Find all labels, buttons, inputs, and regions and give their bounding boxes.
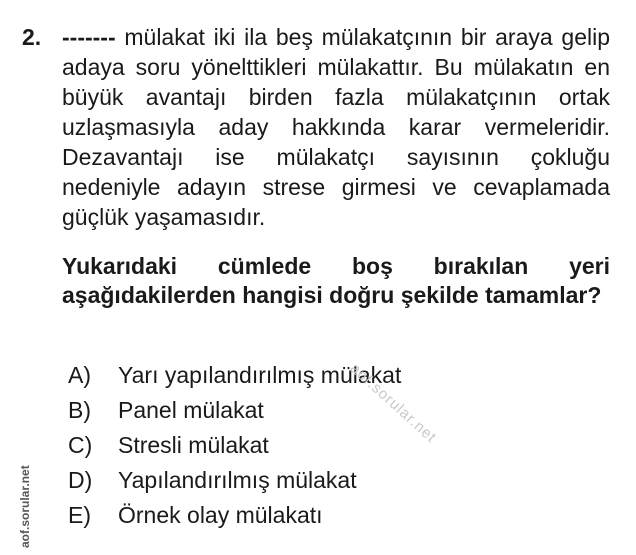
stem-line-2: gelip adaya soru yönelttikleri mülakattır. Bu	[62, 24, 611, 80]
option-text: Stresli mülakat	[118, 432, 269, 458]
prompt-line-1: Yukarıdaki cümlede boş bırakılan yeri	[62, 253, 610, 279]
question-number: 2.	[22, 24, 42, 50]
option-text: Panel mülakat	[118, 397, 264, 423]
option-letter: B)	[68, 397, 91, 423]
prompt-line-2: aşağıdakilerden hangisi doğru şekilde	[62, 282, 479, 308]
option-letter: E)	[68, 502, 91, 528]
option-letter: D)	[68, 467, 93, 493]
prompt-line-3: tamamlar?	[485, 282, 602, 308]
question-stem	[62, 22, 610, 232]
question-prompt	[62, 252, 610, 310]
stem-line-6: sayısının çokluğu nedeniyle adayın strese	[62, 144, 610, 200]
stem-line-7: girmesi ve cevaplamada güçlük yaşamasıdır.	[62, 174, 610, 230]
watermark-side: aof.sorular.net	[18, 465, 32, 548]
stem-line-1: mülakat iki ila beş mülakatçının bir araya	[124, 24, 553, 50]
option-letter: A)	[68, 362, 91, 388]
watermark-diagonal: aof.sorular.net	[346, 360, 440, 447]
answer-options	[68, 358, 401, 533]
stem-line-4: mülakatçının ortak uzlaşmasıyla aday hakkında	[62, 84, 611, 140]
option-e[interactable]	[68, 498, 401, 533]
stem-line-5: karar vermeleridir. Dezavantajı ise mülakatçı	[62, 114, 610, 170]
blank-placeholder: -------	[62, 24, 116, 50]
stem-line-3: mülakatın en büyük avantajı birden fazla	[62, 54, 610, 110]
option-letter: C)	[68, 432, 93, 458]
option-b[interactable]	[68, 393, 401, 428]
option-d[interactable]	[68, 463, 401, 498]
option-text: Örnek olay mülakatı	[118, 502, 323, 528]
option-c[interactable]	[68, 428, 401, 463]
option-text: Yarı yapılandırılmış mülakat	[118, 362, 402, 388]
option-text: Yapılandırılmış mülakat	[118, 467, 357, 493]
